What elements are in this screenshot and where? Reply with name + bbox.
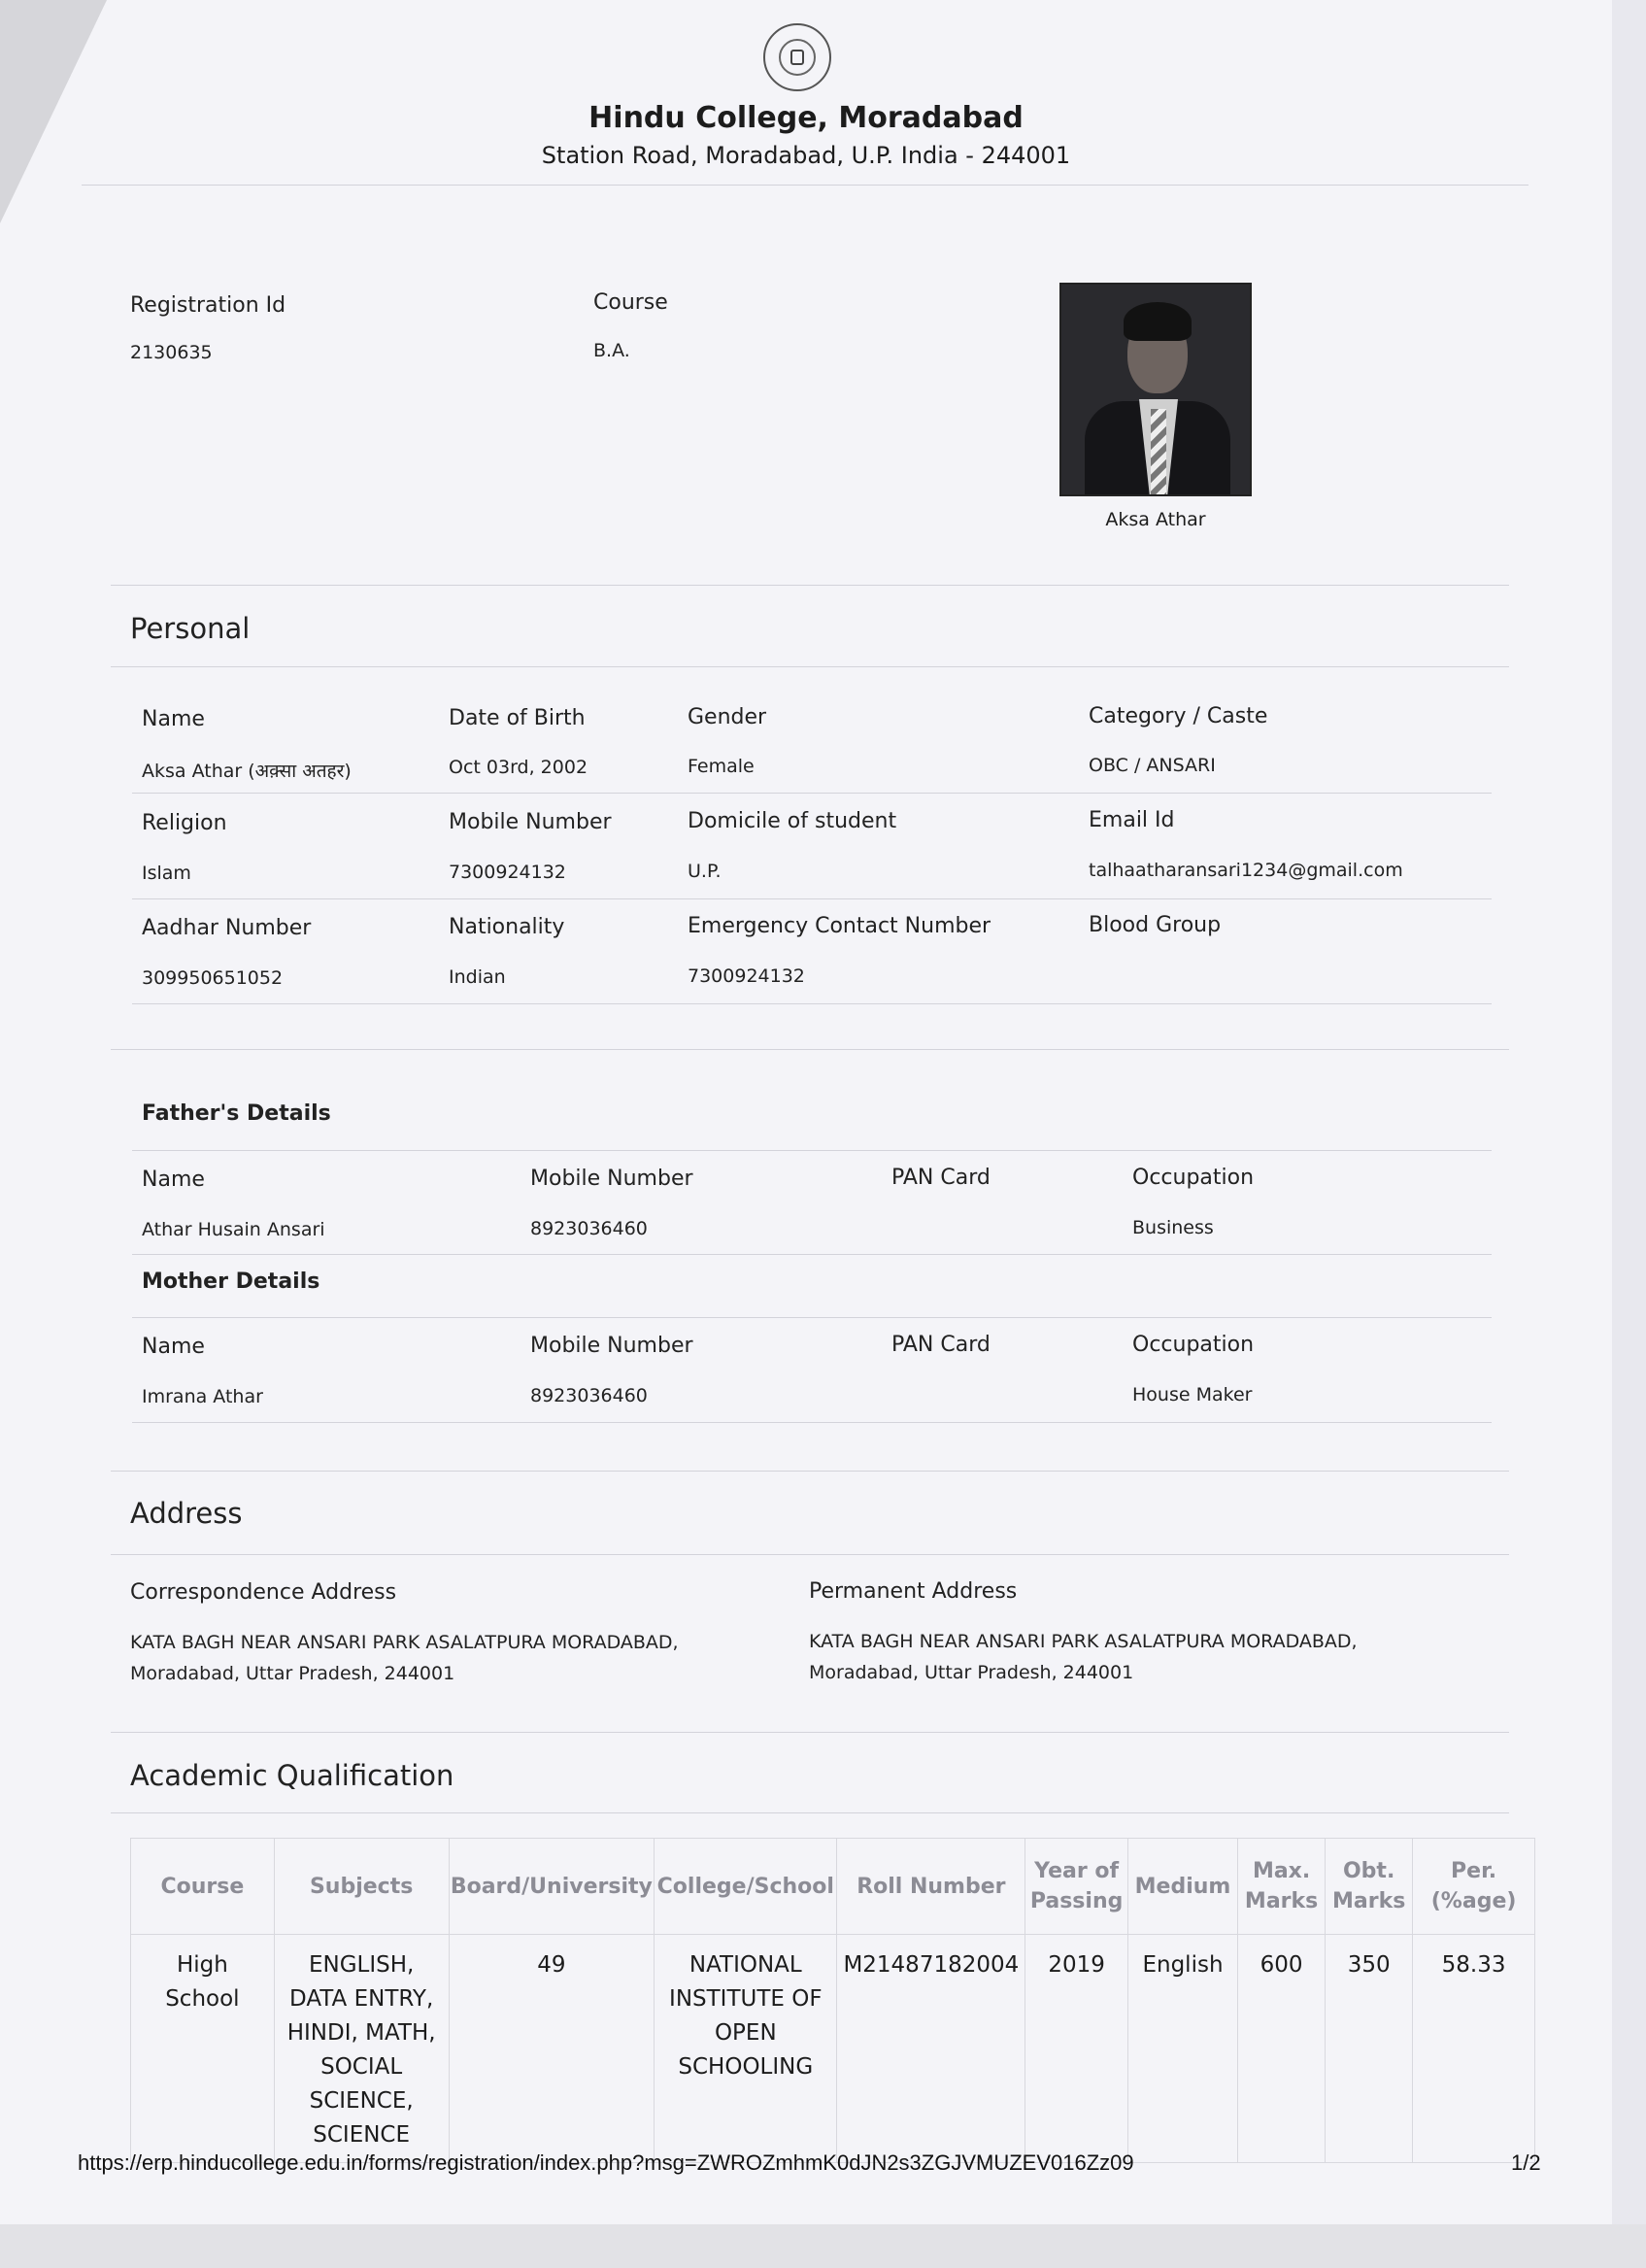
permanent-address-line2: Moradabad, Uttar Pradesh, 244001 [809,1662,1134,1683]
domicile-label: Domicile of student [688,809,897,833]
personal-section-title: Personal [130,612,251,645]
correspondence-address-label: Correspondence Address [130,1580,397,1605]
nationality-label: Nationality [449,915,565,939]
table-header-row [131,1839,1535,1935]
college-seal-logo [763,23,831,91]
course-label: Course [593,290,668,315]
cell-year: 2019 [1025,1935,1128,2163]
column-header-year: Year of Passing [1025,1839,1128,1935]
college-address: Station Road, Moradabad, U.P. India - 244001 [541,142,1071,169]
column-header-course: Course [131,1839,275,1935]
column-header-college: College/School [655,1839,837,1935]
father-name-value: Athar Husain Ansari [142,1219,325,1240]
cell-obt-marks: 350 [1326,1935,1413,2163]
column-header-obt-marks: Obt. Marks [1326,1839,1413,1935]
father-details-title: Father's Details [142,1101,331,1126]
mother-mobile-label: Mobile Number [530,1334,693,1358]
emergency-contact-value: 7300924132 [688,965,805,987]
student-photo [1059,283,1252,496]
domicile-value: U.P. [688,861,722,882]
father-pan-label: PAN Card [891,1166,991,1190]
blood-group-label: Blood Group [1089,913,1222,937]
cell-roll-number: M21487182004 [837,1935,1025,2163]
name-value: Aksa Athar (अक़्सा अतहर) [142,761,352,782]
page-edge [1612,0,1646,2268]
mother-mobile-value: 8923036460 [530,1385,648,1406]
registration-id-label: Registration Id [130,293,286,318]
religion-value: Islam [142,863,191,884]
father-name-label: Name [142,1168,205,1192]
page-number: 1/2 [1511,2150,1541,2175]
cell-subjects: ENGLISH, DATA ENTRY, HINDI, MATH, SOCIAL SCIENCE, SCIENCE [274,1935,449,2163]
column-header-percentage: Per. (%age) [1413,1839,1535,1935]
father-mobile-label: Mobile Number [530,1167,693,1191]
dob-label: Date of Birth [449,706,586,730]
mobile-value: 7300924132 [449,862,566,883]
gender-value: Female [688,756,755,777]
aadhar-value: 309950651052 [142,967,284,989]
column-header-max-marks: Max. Marks [1238,1839,1326,1935]
emergency-contact-label: Emergency Contact Number [688,914,991,938]
name-label: Name [142,707,205,731]
cell-college: NATIONAL INSTITUTE OF OPEN SCHOOLING [655,1935,837,2163]
father-occupation-value: Business [1132,1217,1214,1238]
category-label: Category / Caste [1089,704,1268,728]
cell-board: 49 [449,1935,655,2163]
email-value: talhaatharansari1234@gmail.com [1089,860,1403,881]
registration-id-value: 2130635 [130,342,213,363]
photo-caption: Aksa Athar [1105,509,1206,530]
academic-qualification-table [130,1838,1535,2163]
column-header-subjects: Subjects [274,1839,449,1935]
father-mobile-value: 8923036460 [530,1218,648,1239]
dob-value: Oct 03rd, 2002 [449,757,588,778]
gender-label: Gender [688,705,767,729]
table-row [131,1935,1535,2163]
cell-percentage: 58.33 [1413,1935,1535,2163]
religion-label: Religion [142,811,227,835]
academic-section-title: Academic Qualification [130,1759,454,1792]
email-label: Email Id [1089,808,1175,832]
category-value: OBC / ANSARI [1089,755,1216,776]
cell-max-marks: 600 [1238,1935,1326,2163]
mother-name-label: Name [142,1335,205,1359]
footer-url: https://erp.hinducollege.edu.in/forms/registration/index.php?msg=ZWROZmhmK0dJN2s3ZGJVMUZEV016Zz09 [78,2150,1134,2175]
mother-name-value: Imrana Athar [142,1386,263,1407]
nationality-value: Indian [449,966,506,988]
permanent-address-label: Permanent Address [809,1579,1018,1604]
cell-course: High School [131,1935,275,2163]
mobile-label: Mobile Number [449,810,612,834]
mother-details-title: Mother Details [142,1269,320,1294]
page-bottom-edge [0,2224,1646,2268]
college-name: Hindu College, Moradabad [588,101,1024,135]
correspondence-address-line1: KATA BAGH NEAR ANSARI PARK ASALATPURA MORADABAD, [130,1632,679,1653]
column-header-roll-number: Roll Number [837,1839,1025,1935]
column-header-medium: Medium [1127,1839,1237,1935]
aadhar-label: Aadhar Number [142,916,312,940]
mother-occupation-label: Occupation [1132,1333,1255,1357]
column-header-board: Board/University [449,1839,655,1935]
mother-occupation-value: House Maker [1132,1384,1253,1405]
course-value: B.A. [593,340,630,361]
correspondence-address-line2: Moradabad, Uttar Pradesh, 244001 [130,1663,455,1684]
permanent-address-line1: KATA BAGH NEAR ANSARI PARK ASALATPURA MORADABAD, [809,1631,1358,1652]
cell-medium: English [1127,1935,1237,2163]
mother-pan-label: PAN Card [891,1333,991,1357]
address-section-title: Address [130,1497,243,1530]
father-occupation-label: Occupation [1132,1166,1255,1190]
